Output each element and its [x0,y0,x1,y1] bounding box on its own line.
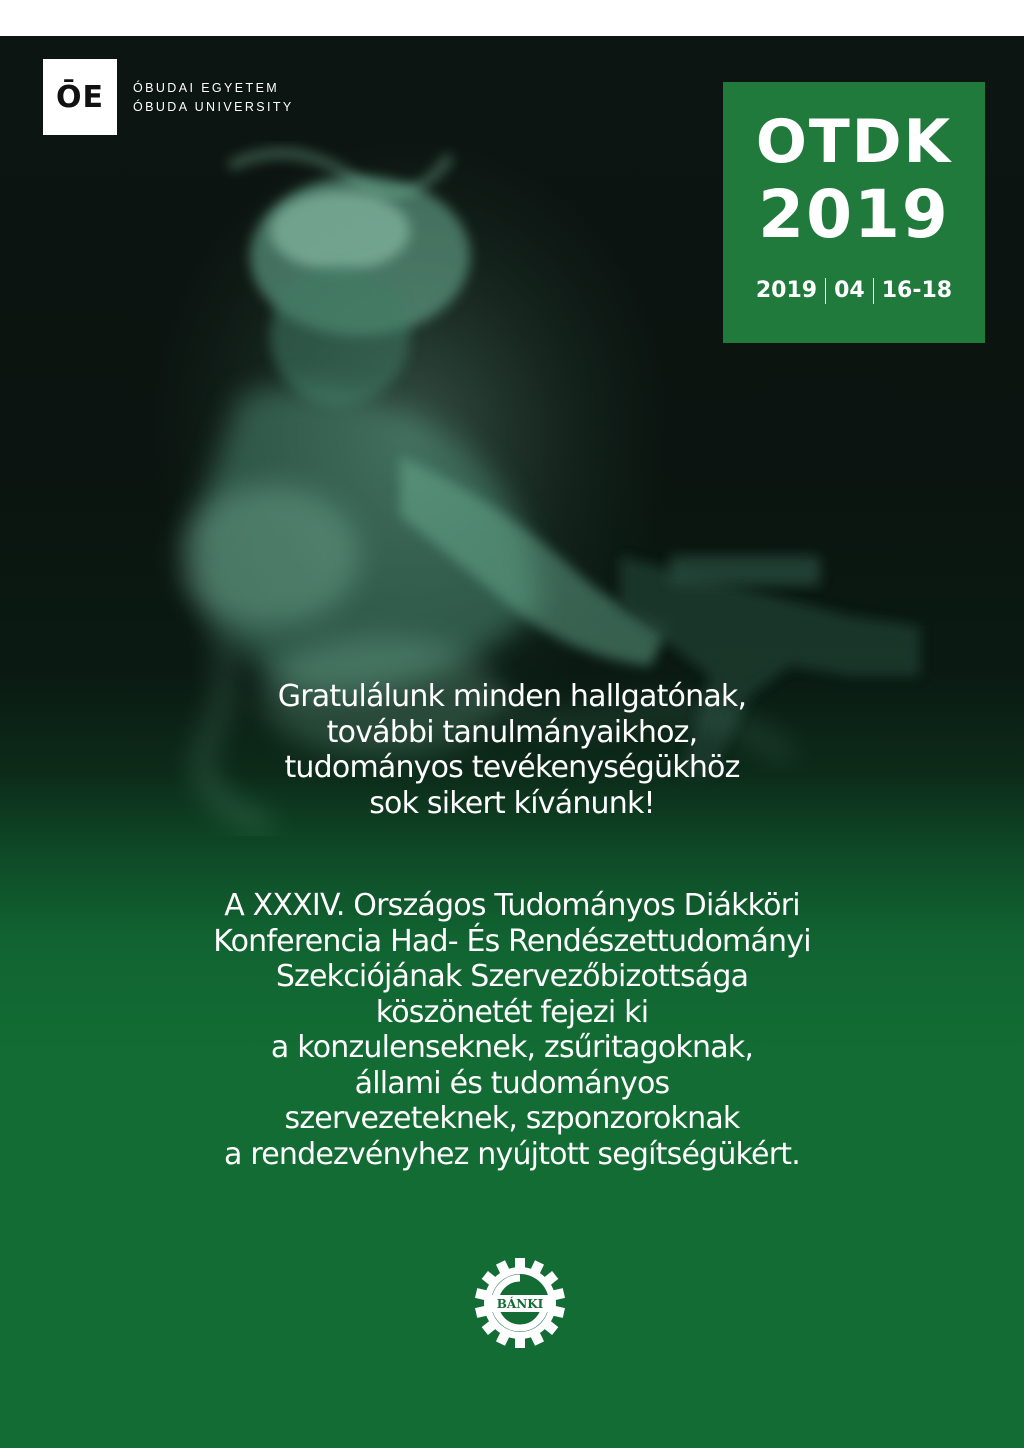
poster [0,36,1024,1448]
message-line: Szekciójának Szervezőbizottsága [275,959,749,994]
message-line: Konferencia Had- És Rendészettudományi [213,923,811,959]
event-date-days: 16-18 [881,278,953,303]
acknowledgement-message [40,888,984,1172]
event-year: 2019 [758,176,950,253]
obuda-university-logo [43,59,117,135]
gear-icon [473,1256,567,1350]
date-separator [873,278,874,304]
oe-logo-mark: ŌE [56,79,104,115]
date-separator [825,278,826,304]
message-line: A XXXIV. Országos Tudományos Diákköri [224,888,800,923]
message-line: sok sikert kívánunk! [369,785,655,821]
message-line: köszönetét fejezi ki [375,994,649,1030]
event-badge [723,82,985,343]
congratulation-message [40,679,984,821]
banki-logo [473,1256,567,1350]
message-line: szervezeteknek, szponzoroknak [284,1101,740,1136]
message-line: tudományos tevékenységükhöz [284,750,740,785]
university-name [133,79,294,117]
event-title: OTDK [755,107,953,177]
banki-logo-text: BÁNKI [496,1297,544,1311]
message-line: további tanulmányaikhoz, [326,714,698,750]
message-line: Gratulálunk minden hallgatónak, [277,679,747,714]
message-line: a rendezvényhez nyújtott segítségükért. [224,1136,800,1172]
message-line: állami és tudományos [354,1065,670,1101]
message-line: a konzulenseknek, zsűritagoknak, [270,1030,754,1065]
event-date-year: 2019 [755,278,818,303]
event-date [723,278,985,304]
university-name-en: ÓBUDA UNIVERSITY [133,100,294,114]
event-date-month: 04 [834,278,865,303]
university-name-hu: ÓBUDAI EGYETEM [133,81,280,95]
